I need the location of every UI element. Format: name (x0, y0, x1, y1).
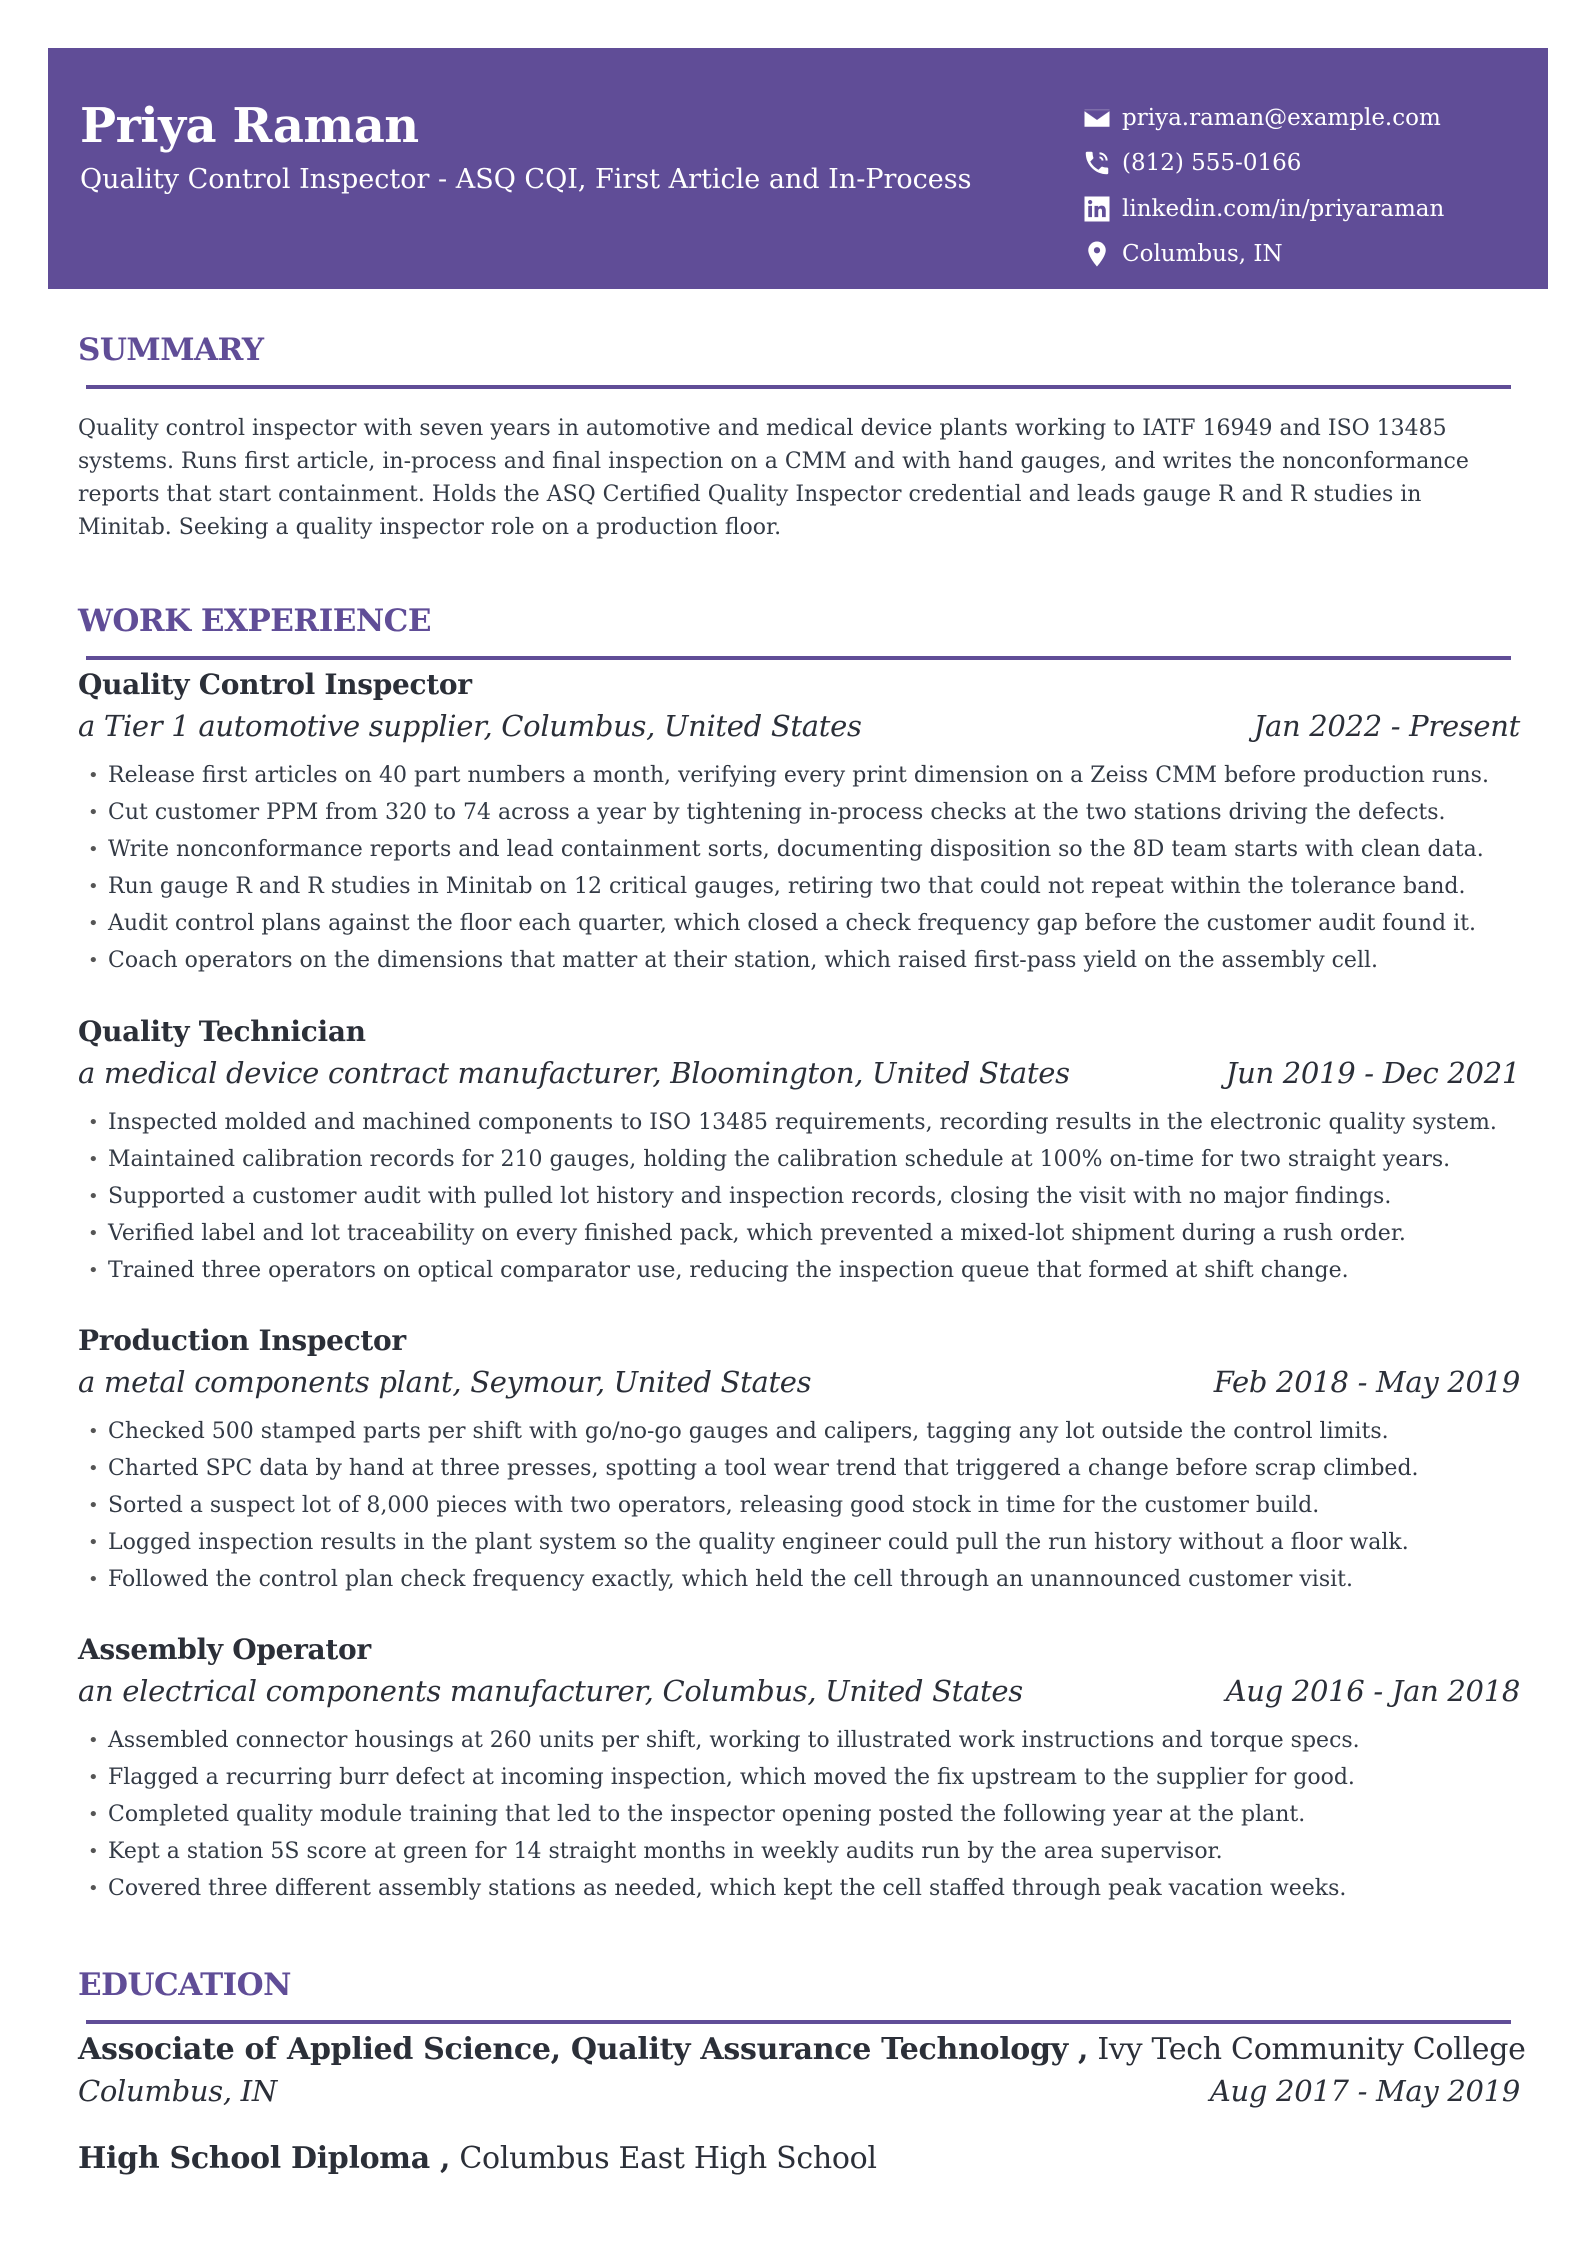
education-entry (78, 2032, 1526, 2067)
job-dates: Jan 2022 - Present (1253, 709, 1520, 743)
summary-divider (86, 385, 1511, 389)
contact-location (1082, 232, 1444, 278)
candidate-name: Priya Raman (80, 98, 419, 154)
phone-icon (1082, 148, 1112, 178)
job-bullets (88, 1104, 1497, 1289)
candidate-tagline: Quality Control Inspector - ASQ CQI, First Article and In-Process (80, 164, 972, 195)
experience-divider (86, 656, 1511, 660)
job-bullet: • Logged inspection results in the plant system so the quality engineer could pull the run history without a floor walk. (88, 1524, 1419, 1561)
experience-heading: WORK EXPERIENCE (78, 603, 431, 639)
job-bullet: • Flagged a recurring burr defect at incoming inspection, which moved the fix upstream to the supplier for good. (88, 1759, 1360, 1796)
summary-text: Quality control inspector with seven years in automotive and medical device plants working to IATF 16949 and ISO 13485 systems. Runs first article, in-process and final inspection on a CMM and with hand gauges, and writes the nonconformance reports that start containment. Holds the ASQ Certified Quality Inspector credential and leads gauge R and R studies in Minitab. Seeking a quality inspector role on a production floor. (78, 416, 1469, 540)
job-bullet: • Charted SPC data by hand at three presses, spotting a tool wear trend that triggered a change before scrap climbed. (88, 1450, 1419, 1487)
job-title: Assembly Operator (78, 1633, 371, 1666)
contact-location-text: Columbus, IN (1122, 241, 1283, 268)
email-icon (1082, 103, 1112, 133)
job-bullet: • Cut customer PPM from 320 to 74 across a year by tightening in-process checks at the two stations driving the defects. (88, 794, 1489, 831)
resume-header (48, 48, 1548, 289)
education-school: Ivy Tech Community College (1097, 2032, 1526, 2067)
contact-linkedin[interactable] (1082, 186, 1444, 232)
contact-linkedin-text: linkedin.com/in/priyaraman (1122, 195, 1445, 222)
job-bullet: • Kept a station 5S score at green for 14 straight months in weekly audits run by the area supervisor. (88, 1833, 1360, 1870)
education-dates: Aug 2017 - May 2019 (1209, 2074, 1520, 2108)
contact-email-text: priya.raman@example.com (1122, 104, 1441, 131)
job-bullet: • Sorted a suspect lot of 8,000 pieces with two operators, releasing good stock in time for the customer build. (88, 1487, 1419, 1524)
contact-phone-text: (812) 555-0166 (1122, 150, 1302, 177)
job-dates: Jun 2019 - Dec 2021 (1225, 1056, 1520, 1090)
job-bullet: • Completed quality module training that led to the inspector opening posted the following year at the plant. (88, 1796, 1360, 1833)
contact-phone[interactable] (1082, 141, 1444, 187)
job-dates: Aug 2016 - Jan 2018 (1225, 1674, 1520, 1708)
job-title: Quality Control Inspector (78, 668, 472, 701)
job-company: a metal components plant, Seymour, United States (78, 1365, 812, 1399)
job-bullets (88, 1413, 1419, 1598)
education-degree: Associate of Applied Science, Quality Assurance Technology , (78, 2032, 1089, 2067)
job-title: Quality Technician (78, 1015, 366, 1048)
job-dates: Feb 2018 - May 2019 (1213, 1365, 1520, 1399)
job-bullet: • Checked 500 stamped parts per shift with go/no-go gauges and calipers, tagging any lot outside the control limits. (88, 1413, 1419, 1450)
education-divider (86, 2020, 1511, 2024)
job-title: Production Inspector (78, 1324, 406, 1357)
job-meta (78, 1365, 1520, 1399)
job-bullet: • Inspected molded and machined components to ISO 13485 requirements, recording results in the electronic quality system. (88, 1104, 1497, 1141)
job-meta (78, 1674, 1520, 1708)
education-meta (78, 2074, 1520, 2108)
job-company: a medical device contract manufacturer, Bloomington, United States (78, 1056, 1070, 1090)
education-entry (78, 2141, 877, 2176)
job-bullet: • Followed the control plan check frequency exactly, which held the cell through an unannounced customer visit. (88, 1561, 1419, 1598)
location-icon (1082, 239, 1112, 269)
job-bullet: • Verified label and lot traceability on every finished pack, which prevented a mixed-lot shipment during a rush order. (88, 1215, 1497, 1252)
job-bullet: • Covered three different assembly stations as needed, which kept the cell staffed through peak vacation weeks. (88, 1870, 1360, 1907)
job-bullet: • Run gauge R and R studies in Minitab on 12 critical gauges, retiring two that could not repeat within the tolerance band. (88, 868, 1489, 905)
education-location: Columbus, IN (78, 2074, 277, 2108)
job-meta (78, 1056, 1520, 1090)
job-bullet: • Maintained calibration records for 210 gauges, holding the calibration schedule at 100% on-time for two straight years. (88, 1141, 1497, 1178)
job-bullets (88, 1722, 1360, 1907)
job-company: an electrical components manufacturer, Columbus, United States (78, 1674, 1023, 1708)
education-heading: EDUCATION (78, 1967, 291, 2003)
contact-list (1082, 95, 1444, 277)
education-degree: High School Diploma , (78, 2141, 451, 2176)
job-bullet: • Release first articles on 40 part numbers a month, verifying every print dimension on a Zeiss CMM before production runs. (88, 757, 1489, 794)
job-bullets (88, 757, 1489, 980)
job-bullet: • Assembled connector housings at 260 units per shift, working to illustrated work instructions and torque specs. (88, 1722, 1360, 1759)
job-bullet: • Audit control plans against the floor each quarter, which closed a check frequency gap before the customer audit found it. (88, 905, 1489, 942)
summary-heading: SUMMARY (78, 332, 264, 368)
job-company: a Tier 1 automotive supplier, Columbus, United States (78, 709, 862, 743)
job-meta (78, 709, 1520, 743)
job-bullet: • Trained three operators on optical comparator use, reducing the inspection queue that formed at shift change. (88, 1252, 1497, 1289)
job-bullet: • Write nonconformance reports and lead containment sorts, documenting disposition so the 8D team starts with clean data. (88, 831, 1489, 868)
linkedin-icon (1082, 194, 1112, 224)
job-bullet: • Supported a customer audit with pulled lot history and inspection records, closing the visit with no major findings. (88, 1178, 1497, 1215)
job-bullet: • Coach operators on the dimensions that matter at their station, which raised first-pass yield on the assembly cell. (88, 942, 1489, 979)
contact-email[interactable] (1082, 95, 1444, 141)
education-school: Columbus East High School (459, 2141, 877, 2176)
